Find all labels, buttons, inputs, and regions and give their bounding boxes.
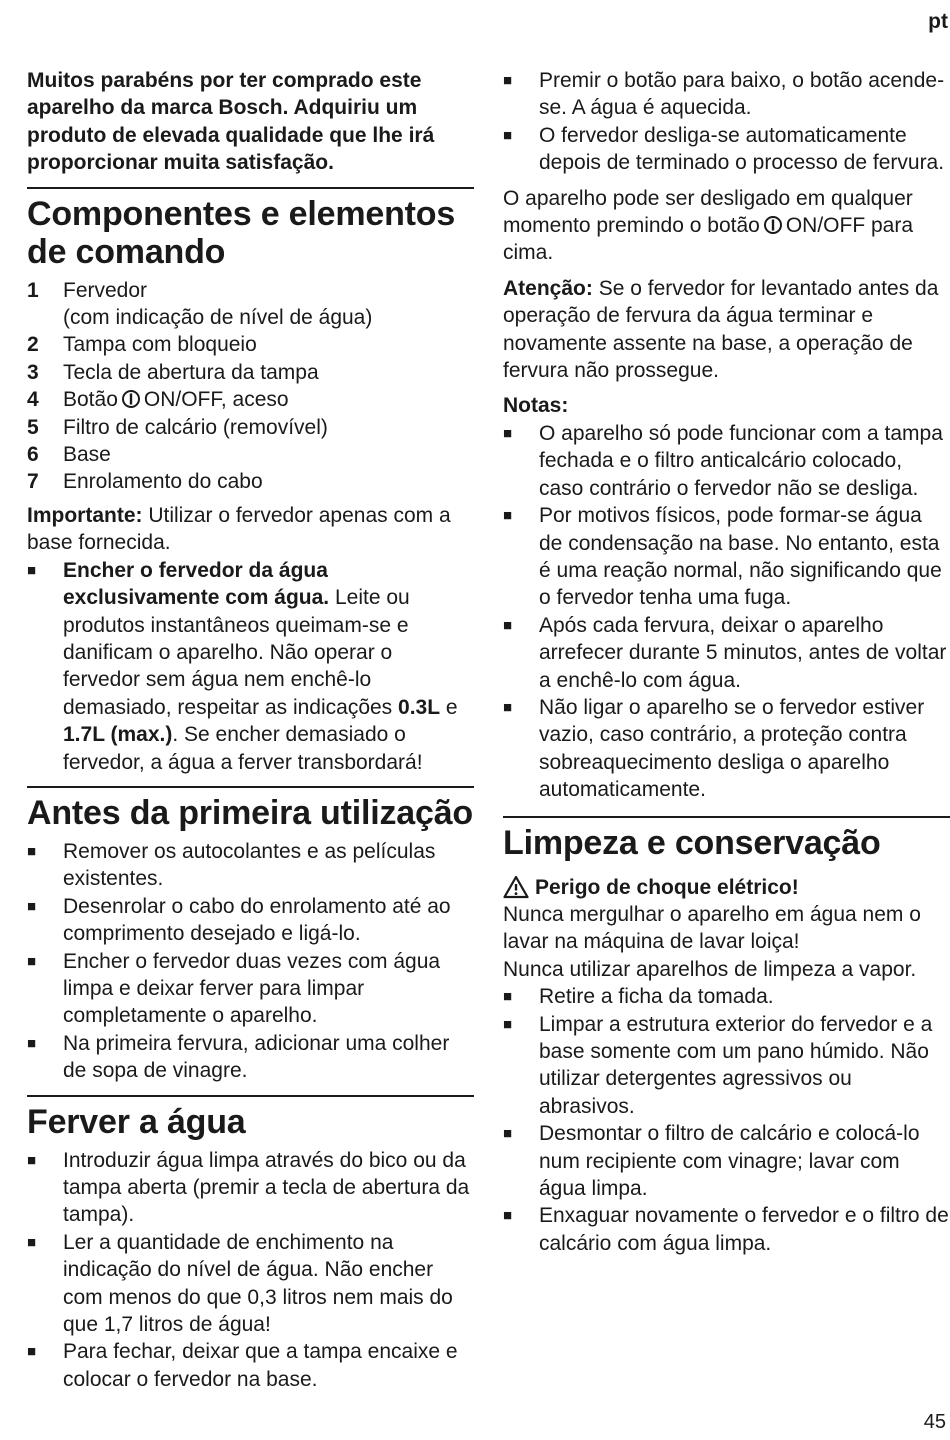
list-item: ■ Premir o botão para baixo, o botão acende-se. A água é aquecida. [503,67,950,122]
list-item: ■ Desmontar o filtro de calcário e colocá-lo num recipiente com vinagre; lavar com água limpa. [503,1120,950,1202]
cleaning-list [503,983,950,1257]
cleaning-heading: Limpeza e conservação [503,823,881,862]
right-column [503,67,950,1257]
list-item: ■ Desenrolar o cabo do enrolamento até ao comprimento desejado e ligá-lo. [27,893,474,948]
section-divider [27,187,474,189]
list-item: 7 Enrolamento do cabo [27,470,263,494]
danger-heading: Perigo de choque elétrico! [503,874,950,901]
list-item: ■ Por motivos físicos, pode formar-se água de condensação na base. No entanto, esta é uma reação normal, não significando que o fervedor tenha uma fuga. [503,502,950,612]
boil-water-list-continued [503,67,950,177]
attention-paragraph: Atenção: Se o fervedor for levantado antes da operação de fervura da água terminar e novamente assente na base, a operação de fervura não prossegue. [503,276,939,383]
section-divider [503,816,950,818]
list-item: 4 Botão ON/OFF, aceso [27,388,289,412]
list-item: ■ Retire a ficha da tomada. [503,983,950,1010]
bullet-square-icon: ■ [503,72,513,89]
bullet-square-icon: ■ [503,1015,513,1033]
list-item: ■ Limpar a estrutura exterior do fervedor e a base somente com um pano húmido. Não utilizar detergentes agressivos ou abrasivos. [503,1011,950,1121]
list-item: 2 Tampa com bloqueio [27,333,257,357]
components-heading: Componentes e elementos de comando [27,194,456,271]
bullet-square-icon: ■ [27,842,37,860]
bullet-square-icon: ■ [503,507,513,525]
bullet-square-icon: ■ [503,988,513,1006]
bullet-square-icon: ■ [27,1151,37,1169]
components-list [27,277,474,496]
bullet-square-icon: ■ [503,698,513,716]
before-first-use-list [27,838,474,1085]
bullet-square-icon: ■ [27,897,37,915]
bullet-square-icon: ■ [27,952,37,970]
warning-triangle-icon [503,875,529,899]
section-divider [27,786,474,788]
left-column [27,67,474,1393]
list-item: 5 Filtro de calcário (removível) [27,415,328,439]
list-item: ■ Na primeira fervura, adicionar uma colher de sopa de vinagre. [27,1030,474,1085]
list-item: ■ O fervedor desliga-se automaticamente depois de terminado o processo de fervura. [503,122,950,177]
list-item: ■ Introduzir água limpa através do bico ou da tampa aberta (premir a tecla de abertura da tampa). [27,1147,474,1229]
power-icon [121,389,141,409]
notes-label: Notas: [503,394,569,418]
boil-water-list [27,1147,474,1394]
page-number: 45 [923,1410,946,1433]
bullet-square-icon: ■ [27,1343,37,1361]
list-item: 6 Base [27,443,111,467]
important-note: Importante: Utilizar o fervedor apenas com a base fornecida. [27,503,451,555]
bullet-square-icon: ■ [503,424,513,442]
list-item: ■ Não ligar o aparelho se o fervedor estiver vazio, caso contrário, a proteção contra sobreaquecimento desliga o aparelho automaticamente. [503,694,950,804]
list-item: ■ Para fechar, deixar que a tampa encaixe e colocar o fervedor na base. [27,1338,474,1393]
list-item: ■ Encher o fervedor da água exclusivamente com água. Leite ou produtos instantâneos queimam-se e danificam o aparelho. Não operar o fervedor sem água nem enchê-lo demasiado, respeitar as indicações 0.3L e 1.7L (max.). Se encher demasiado o fervedor, a água a ferver transbordará! [27,557,474,776]
list-item: ■ Encher o fervedor duas vezes com água limpa e deixar ferver para limpar completamente o aparelho. [27,948,474,1030]
danger-text-1: Nunca mergulhar o aparelho em água nem o lavar na máquina de lavar loiça! [503,902,921,954]
fill-warning-list [27,557,474,776]
danger-text-2: Nunca utilizar aparelhos de limpeza a vapor. [503,957,917,981]
switch-off-paragraph: O aparelho pode ser desligado em qualquer momento premindo o botão ON/OFF para cima. [503,186,914,265]
boil-water-heading: Ferver a água [27,1102,246,1141]
bullet-square-icon: ■ [27,1034,37,1052]
list-item: 1 Fervedor (com indicação de nível de água) [27,278,373,330]
list-item: ■ Remover os autocolantes e as películas existentes. [27,838,474,893]
bullet-square-icon: ■ [503,616,513,634]
list-item: ■ Após cada fervura, deixar o aparelho arrefecer durante 5 minutos, antes de voltar a enchê-lo com água. [503,612,950,694]
bullet-square-icon: ■ [503,126,513,144]
intro-paragraph: Muitos parabéns por ter comprado este aparelho da marca Bosch. Adquiriu um produto de elevada qualidade que lhe irá proporcionar muita satisfação. [27,69,435,175]
list-item: ■ Enxaguar novamente o fervedor e o filtro de calcário com água limpa. [503,1202,950,1257]
before-first-use-heading: Antes da primeira utilização [27,793,473,832]
list-item: 3 Tecla de abertura da tampa [27,360,319,384]
bullet-square-icon: ■ [503,1125,513,1143]
section-divider [27,1095,474,1097]
list-item: ■ Ler a quantidade de enchimento na indicação do nível de água. Não encher com menos do que 0,3 litros nem mais do que 1,7 litros de água! [27,1229,474,1339]
bullet-square-icon: ■ [27,561,37,579]
bullet-square-icon: ■ [27,1233,37,1251]
language-tag: pt [928,10,948,33]
power-icon [763,215,783,235]
bullet-square-icon: ■ [503,1207,513,1225]
notes-list [503,420,950,804]
list-item: ■ O aparelho só pode funcionar com a tampa fechada e o filtro anticalcário colocado, caso contrário o fervedor não se desliga. [503,420,950,502]
